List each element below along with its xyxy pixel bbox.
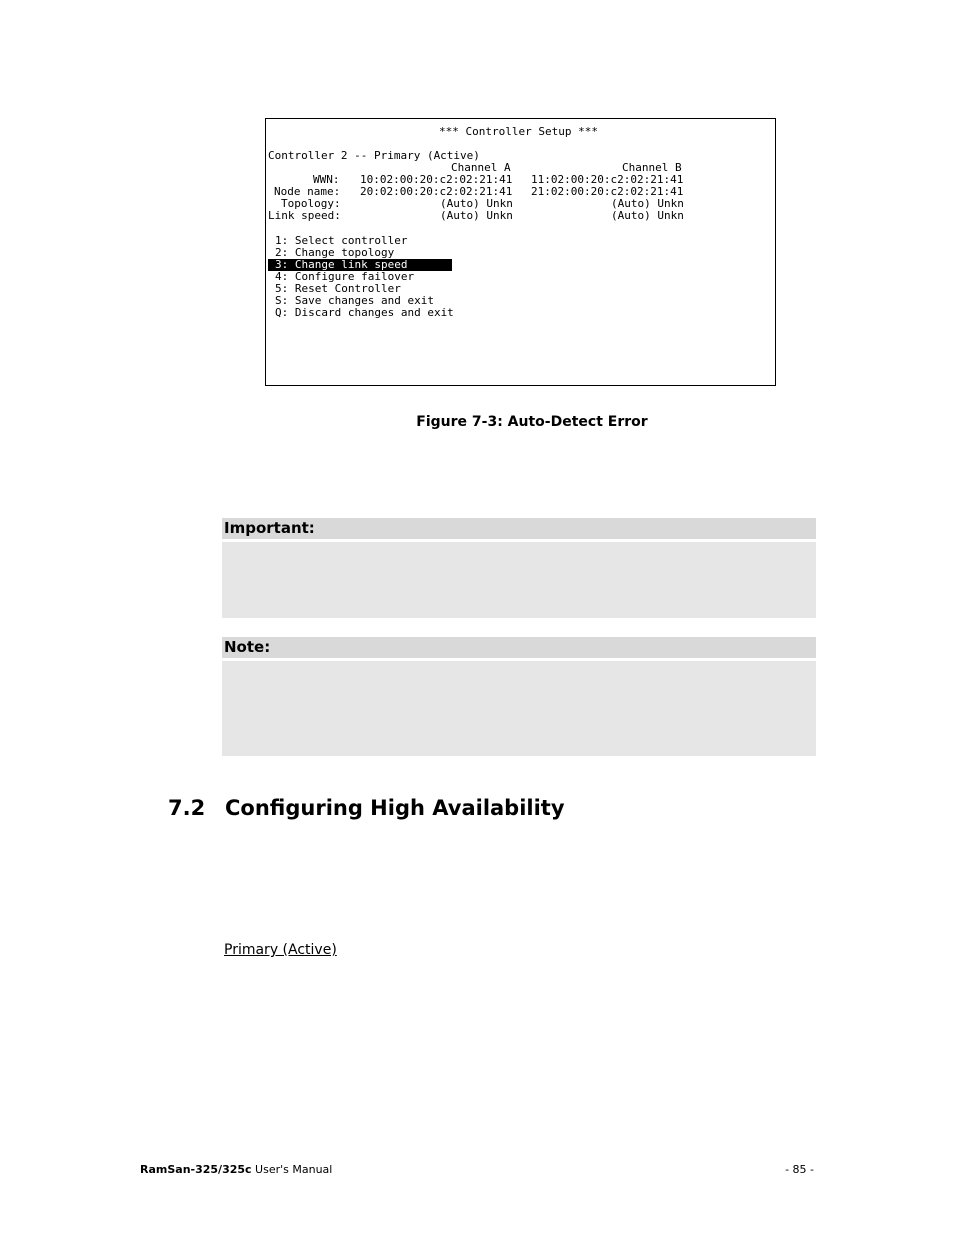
link-speed-channel-b: (Auto) Unkn — [611, 209, 684, 222]
topology-channel-b: (Auto) Unkn — [611, 197, 684, 210]
menu-item-reset-controller[interactable]: 5: Reset Controller — [275, 282, 401, 295]
section-title: Configuring High Availability — [225, 796, 565, 820]
node-name-channel-b: 21:02:00:20:c2:02:21:41 — [531, 185, 684, 198]
wwn-channel-b: 11:02:00:20:c2:02:21:41 — [531, 173, 684, 186]
figure-caption: Figure 7-3: Auto-Detect Error — [416, 414, 648, 430]
wwn-channel-a: 10:02:00:20:c2:02:21:41 — [360, 173, 513, 186]
important-heading: Important: — [222, 518, 816, 539]
footer-product: RamSan-325/325c — [140, 1163, 252, 1176]
channel-b-header: Channel B — [622, 161, 682, 174]
section-heading — [168, 796, 565, 820]
menu-item-save-exit[interactable]: S: Save changes and exit — [275, 294, 434, 307]
topology-label: Topology: — [281, 197, 341, 210]
link-speed-channel-a: (Auto) Unkn — [440, 209, 513, 222]
wwn-label: WWN: — [313, 173, 340, 186]
footer-manual: User's Manual — [251, 1163, 333, 1176]
note-body — [222, 661, 816, 756]
menu-item-discard-exit[interactable]: Q: Discard changes and exit — [275, 306, 454, 319]
terminal-title: *** Controller Setup *** — [439, 125, 598, 138]
link-speed-label: Link speed: — [268, 209, 341, 222]
node-name-label: Node name: — [274, 185, 341, 198]
footer-manual-title — [140, 1163, 332, 1176]
section-number: 7.2 — [168, 796, 206, 820]
page-number: - 85 - — [785, 1163, 814, 1176]
note-heading: Note: — [222, 637, 816, 658]
menu-item-change-topology[interactable]: 2: Change topology — [275, 246, 395, 259]
controller-status: Controller 2 -- Primary (Active) — [268, 149, 480, 162]
menu-item-change-link-speed[interactable]: 3: Change link speed — [268, 259, 452, 271]
menu-item-configure-failover[interactable]: 4: Configure failover — [275, 270, 415, 283]
primary-active-link[interactable]: Primary (Active) — [224, 942, 337, 958]
channel-a-header: Channel A — [451, 161, 511, 174]
important-body — [222, 542, 816, 618]
topology-channel-a: (Auto) Unkn — [440, 197, 513, 210]
menu-item-select-controller[interactable]: 1: Select controller — [275, 234, 408, 247]
node-name-channel-a: 20:02:00:20:c2:02:21:41 — [360, 185, 513, 198]
terminal-screenshot — [265, 118, 776, 386]
